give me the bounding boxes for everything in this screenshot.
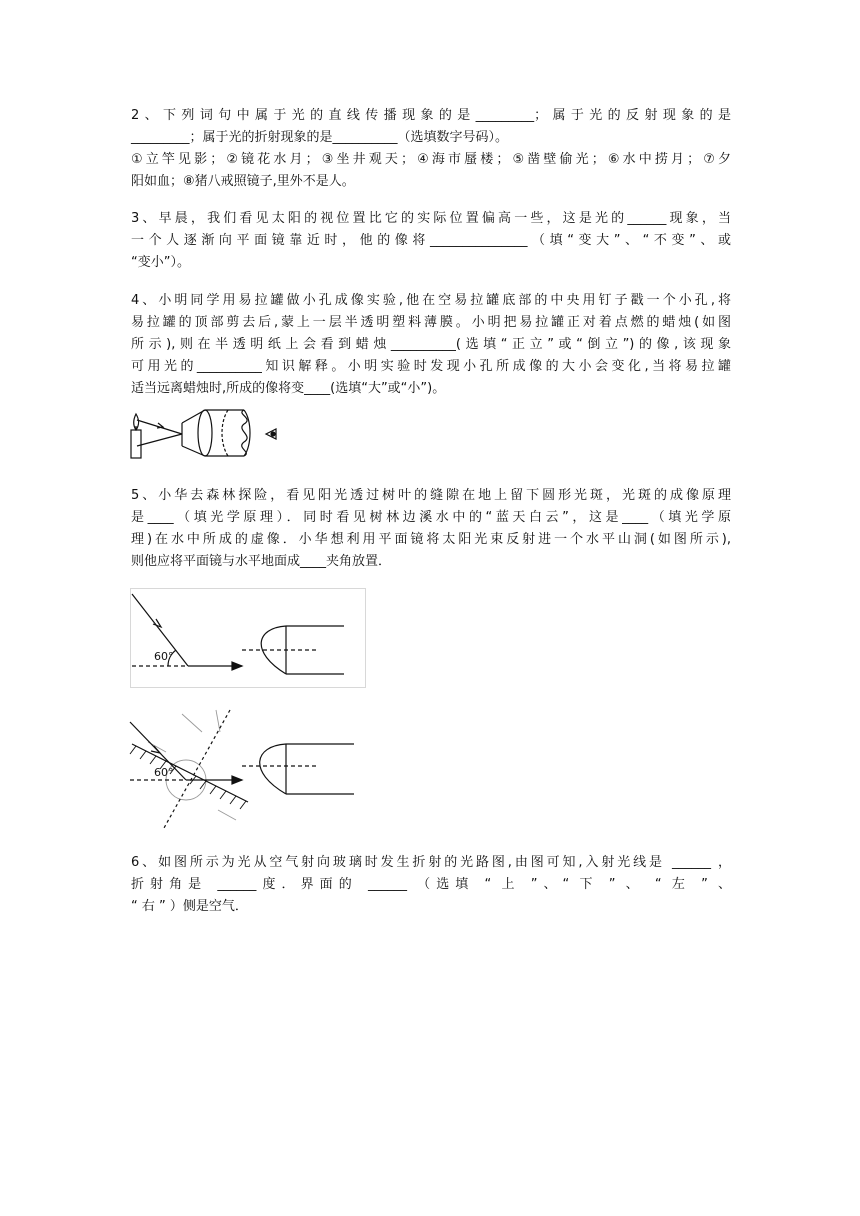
question-2: [131, 105, 731, 193]
question-3: [131, 208, 731, 274]
q5-line-2: 是____（填光学原理）．同时看见树林边溪水中的“蓝天白云”，这是____（填光学原: [131, 510, 731, 525]
question-4: [131, 290, 731, 400]
q2-line-2: _________；属于光的折射现象的是__________（选填数字号码）。: [131, 130, 509, 145]
q2-line-1: 2、下列词句中属于光的直线传播现象的是_________；属于光的反射现象的是: [131, 108, 731, 123]
q2-line-3: ①立竿见影；②镜花水月；③坐井观天；④海市蜃楼；⑤凿壁偷光；⑥水中捞月；⑦夕: [131, 152, 731, 167]
q5-line-4: 则他应将平面镜与水平地面成____夹角放置．: [131, 554, 392, 569]
q4-line-5: 适当远离蜡烛时,所成的像将变____(选填“大”或“小”)。: [131, 381, 446, 396]
cave-front-arc: [260, 744, 286, 794]
construction-arc-1: [182, 714, 202, 732]
q4-line-2: 易拉罐的顶部剪去后,蒙上一层半透明塑料薄膜。小明把易拉罐正对着点燃的蜡烛(如图: [131, 315, 731, 330]
q3-line-3: “变小”）。: [131, 255, 190, 270]
question-6: [131, 852, 731, 918]
reflected-ray-arrow: [232, 776, 242, 784]
q3-line-2: 一个人逐渐向平面镜靠近时，他的像将_______________（填“变大”、“不变”、或: [131, 233, 731, 248]
q5-line-3: 理)在水中所成的虚像．小华想利用平面镜将太阳光束反射进一个水平山洞(如图所示),: [131, 532, 731, 547]
ray-bottom: [137, 434, 182, 446]
membrane-end: [242, 410, 247, 456]
mirror-solution-figure: [128, 706, 368, 832]
q4-line-3: 所示),则在半透明纸上会看到蜡烛__________(选填“正立”或“倒立”)的像,该现象: [131, 337, 731, 352]
q6-line-1: 6、如图所示为光从空气射向玻璃时发生折射的光路图,由图可知,入射光线是 ______ ，: [131, 855, 731, 870]
image-plane: [222, 410, 228, 456]
mirror-line: [132, 744, 248, 802]
q6-line-3: “ 右 ” ）侧是空气．: [131, 899, 248, 914]
q2-line-4: 阳如血；⑧猪八戒照镜子,里外不是人。: [131, 174, 355, 189]
can-left-taper-bottom: [182, 446, 205, 456]
q4-line-1: 4、小明同学用易拉罐做小孔成像实验,他在空易拉罐底部的中央用钉子戳一个小孔,将: [131, 293, 731, 308]
q6-line-2: 折射角是 ______度．界面的 ______ （选填 “ 上 ”、“ 下 ” 、 “ 左 ” 、: [131, 877, 731, 892]
angle-label: 60°: [154, 766, 174, 779]
q3-line-1: 3、早晨，我们看见太阳的视位置比它的实际位置偏高一些，这是光的______现象，当: [131, 211, 731, 226]
candle-body: [131, 430, 141, 458]
can-bottom-end: [198, 410, 212, 456]
ray-arrow: [157, 423, 163, 428]
sun-ray-arrow: [151, 746, 160, 753]
q4-line-4: 可用光的__________知识解释。小明实验时发现小孔所成像的大小会变化,当将易拉罐: [131, 359, 731, 374]
q5-line-1: 5、小华去森林探险，看见阳光透过树叶的缝隙在地上留下圆形光斑，光斑的成像原理: [131, 488, 731, 503]
angle-label: 60°: [154, 650, 174, 663]
cave-reflection-figure: [130, 588, 366, 688]
question-5: [131, 485, 731, 573]
horizontal-ray-arrow: [232, 662, 242, 670]
pinhole-can-figure: [128, 404, 288, 464]
